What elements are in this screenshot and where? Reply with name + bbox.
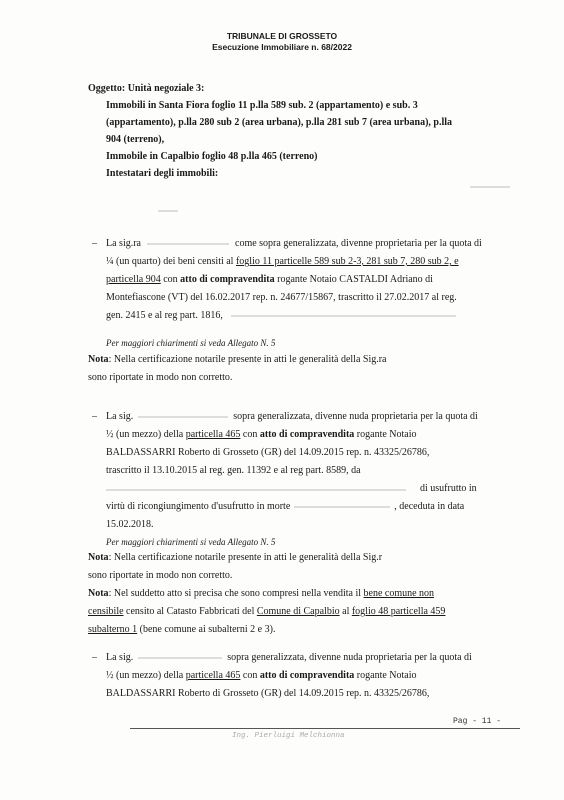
page-number: Pag - 11 -: [453, 717, 502, 726]
subject-line-4: Immobile in Capalbio foglio 48 p.lla 465 (terreno): [106, 151, 318, 162]
para2-line-5: di usufrutto in: [420, 483, 477, 494]
procedure-number: Esecuzione Immobiliare n. 68/2022: [212, 42, 352, 52]
para2-nota-2-line-3: subalterno 1 (bene comune ai subalterni 2 e 3).: [88, 624, 276, 635]
subject-label: Oggetto: Unità negoziale 3:: [88, 83, 205, 94]
para3-line-3: BALDASSARRI Roberto di Grosseto (GR) del 14.09.2015 rep. n. 43325/26786,: [106, 688, 430, 699]
para2-nota-2-line-2: censibile censito al Catasto Fabbricati del Comune di Capalbio al foglio 48 particella 459: [88, 606, 446, 617]
court-title: TRIBUNALE DI GROSSETO: [226, 31, 338, 41]
subject-line-2: (appartamento), p.lla 280 sub 2 (area urbana), p.lla 281 sub 7 (area urbana), p.lla: [106, 117, 453, 128]
para3-line-2: ½ (un mezzo) della particella 465 con atto di compravendita rogante Notaio: [106, 670, 417, 681]
redaction-mark: [470, 186, 510, 188]
para2-line-1: La sig. sopra generalizzata, divenne nuda proprietaria per la quota di: [106, 411, 478, 422]
subject-line-3: 904 (terreno),: [106, 134, 165, 145]
subject-line-5: Intestatari degli immobili:: [106, 168, 219, 179]
para1-line-2: ¼ (un quarto) dei beni censiti al foglio 11 particelle 589 sub 2-3, 281 sub 7, 280 sub 2, e: [106, 256, 459, 267]
footer-author: Ing. Pierluigi Melchionna: [232, 732, 345, 740]
para1-line-4: Montefiascone (VT) del 16.02.2017 rep. n. 24677/15867, trascritto il 27.02.2017 al reg.: [106, 292, 457, 303]
redaction-mark: [158, 210, 178, 212]
para2-see-attachment: Per maggiori chiarimenti si veda Allegato N. 5: [106, 537, 276, 547]
para1-nota-line-2: sono riportate in modo non corretto.: [88, 372, 233, 383]
bullet-dash: –: [92, 238, 97, 249]
para1-see-attachment: Per maggiori chiarimenti si veda Allegato N. 5: [106, 338, 276, 348]
subject-line-1: Immobili in Santa Fiora foglio 11 p.lla 589 sub. 2 (appartamento) e sub. 3: [106, 100, 418, 111]
para1-line-3: particella 904 con atto di compravendita rogante Notaio CASTALDI Adriano di: [106, 274, 433, 285]
bullet-dash: –: [92, 411, 97, 422]
para3-line-1: La sig. sopra generalizzata, divenne nuda proprietaria per la quota di: [106, 652, 472, 663]
para2-line-4: trascritto il 13.10.2015 al reg. gen. 11392 e al reg part. 8589, da: [106, 465, 361, 476]
redaction-mark: [106, 489, 406, 491]
para2-line-3: BALDASSARRI Roberto di Grosseto (GR) del 14.09.2015 rep. n. 43325/26786,: [106, 447, 430, 458]
para2-nota-1-line-2: sono riportate in modo non corretto.: [88, 570, 233, 581]
para2-line-7: 15.02.2018.: [106, 519, 154, 530]
para1-line-5: gen. 2415 e al reg part. 1816,: [106, 309, 456, 322]
para1-line-1: La sig.ra come sopra generalizzata, divenne proprietaria per la quota di: [106, 238, 482, 249]
bullet-dash: –: [92, 652, 97, 663]
para2-line-2: ½ (un mezzo) della particella 465 con atto di compravendita rogante Notaio: [106, 429, 417, 440]
para2-line-6: virtù di ricongiungimento d'usufrutto in morte , deceduta in data: [106, 501, 465, 512]
para2-nota-2-line-1: Nota: Nel suddetto atto si precisa che sono compresi nella vendita il bene comune non: [88, 588, 435, 599]
para1-nota-line-1: Nota: Nella certificazione notarile presente in atti le generalità della Sig.ra: [88, 354, 387, 365]
footer-divider: [130, 728, 520, 729]
para2-nota-1-line-1: Nota: Nella certificazione notarile presente in atti le generalità della Sig.r: [88, 552, 383, 563]
